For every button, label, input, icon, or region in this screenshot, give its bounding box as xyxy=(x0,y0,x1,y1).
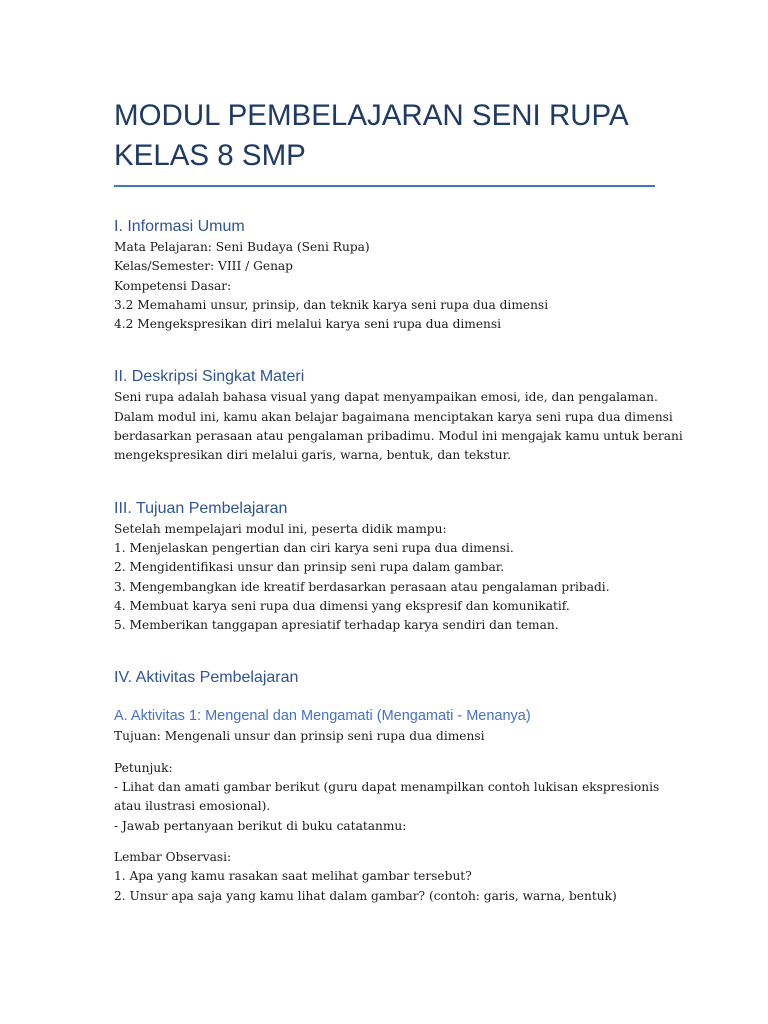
section-body-aktivitas xyxy=(114,727,659,905)
document-content xyxy=(114,96,683,906)
section-heading-deskripsi: II. Deskripsi Singkat Materi xyxy=(114,368,305,386)
text-line: Petunjuk: xyxy=(114,760,173,775)
list-item: - Jawab pertanyaan berikut di buku catatanmu: xyxy=(114,818,407,833)
text-line: 3.2 Memahami unsur, prinsip, dan teknik karya seni rupa dua dimensi xyxy=(114,297,549,312)
list-item: 3. Mengembangkan ide kreatif berdasarkan perasaan atau pengalaman pribadi. xyxy=(114,579,610,594)
list-item: - Lihat dan amati gambar berikut (guru dapat menampilkan contoh lukisan ekspresionis xyxy=(114,780,660,795)
text-line: mengekspresikan diri melalui garis, warna, bentuk, dan tekstur. xyxy=(114,448,511,463)
text-line: berdasarkan perasaan atau pengalaman pribadimu. Modul ini mengajak kamu untuk berani xyxy=(114,429,683,444)
text-line: Tujuan: Mengenali unsur dan prinsip seni rupa dua dimensi xyxy=(114,729,485,744)
title-line: KELAS 8 SMP xyxy=(114,139,306,172)
section-heading-informasi: I. Informasi Umum xyxy=(114,218,245,235)
text-line: Seni rupa adalah bahasa visual yang dapat menyampaikan emosi, ide, dan pengalaman. xyxy=(114,390,658,405)
title-line: MODUL PEMBELAJARAN SENI RUPA xyxy=(114,99,629,132)
text-line: Kompetensi Dasar: xyxy=(114,278,232,293)
text-line: Setelah mempelajari modul ini, peserta didik mampu: xyxy=(114,521,447,536)
subsection-heading-aktivitas-1: A. Aktivitas 1: Mengenal dan Mengamati (Mengamati - Menanya) xyxy=(114,708,531,725)
list-item: 2. Unsur apa saja yang kamu lihat dalam gambar? (contoh: garis, warna, bentuk) xyxy=(114,888,617,903)
section-body-deskripsi xyxy=(114,388,683,465)
text-line: atau ilustrasi emosional). xyxy=(114,799,271,814)
list-item: 4. Membuat karya seni rupa dua dimensi yang ekspresif dan komunikatif. xyxy=(114,598,570,613)
section-heading-aktivitas: IV. Aktivitas Pembelajaran xyxy=(114,669,299,687)
list-item: 2. Mengidentifikasi unsur dan prinsip seni rupa dalam gambar. xyxy=(114,560,505,575)
section-body-tujuan xyxy=(114,520,659,636)
list-item: 1. Menjelaskan pengertian dan ciri karya seni rupa dua dimensi. xyxy=(114,540,514,555)
list-item: 1. Apa yang kamu rasakan saat melihat gambar tersebut? xyxy=(114,869,472,884)
text-line: Kelas/Semester: VIII / Genap xyxy=(114,259,293,274)
text-line: 4.2 Mengekspresikan diri melalui karya seni rupa dua dimensi xyxy=(114,317,502,332)
section-heading-tujuan: III. Tujuan Pembelajaran xyxy=(114,499,288,517)
document-title xyxy=(114,96,659,176)
text-line: Lembar Observasi: xyxy=(114,849,232,864)
text-line: Mata Pelajaran: Seni Budaya (Seni Rupa) xyxy=(114,240,370,254)
list-item: 5. Memberikan tanggapan apresiatif terhadap karya sendiri dan teman. xyxy=(114,618,559,633)
section-body-informasi xyxy=(114,238,659,334)
text-line: Dalam modul ini, kamu akan belajar bagaimana menciptakan karya seni rupa dua dimensi xyxy=(114,409,673,424)
